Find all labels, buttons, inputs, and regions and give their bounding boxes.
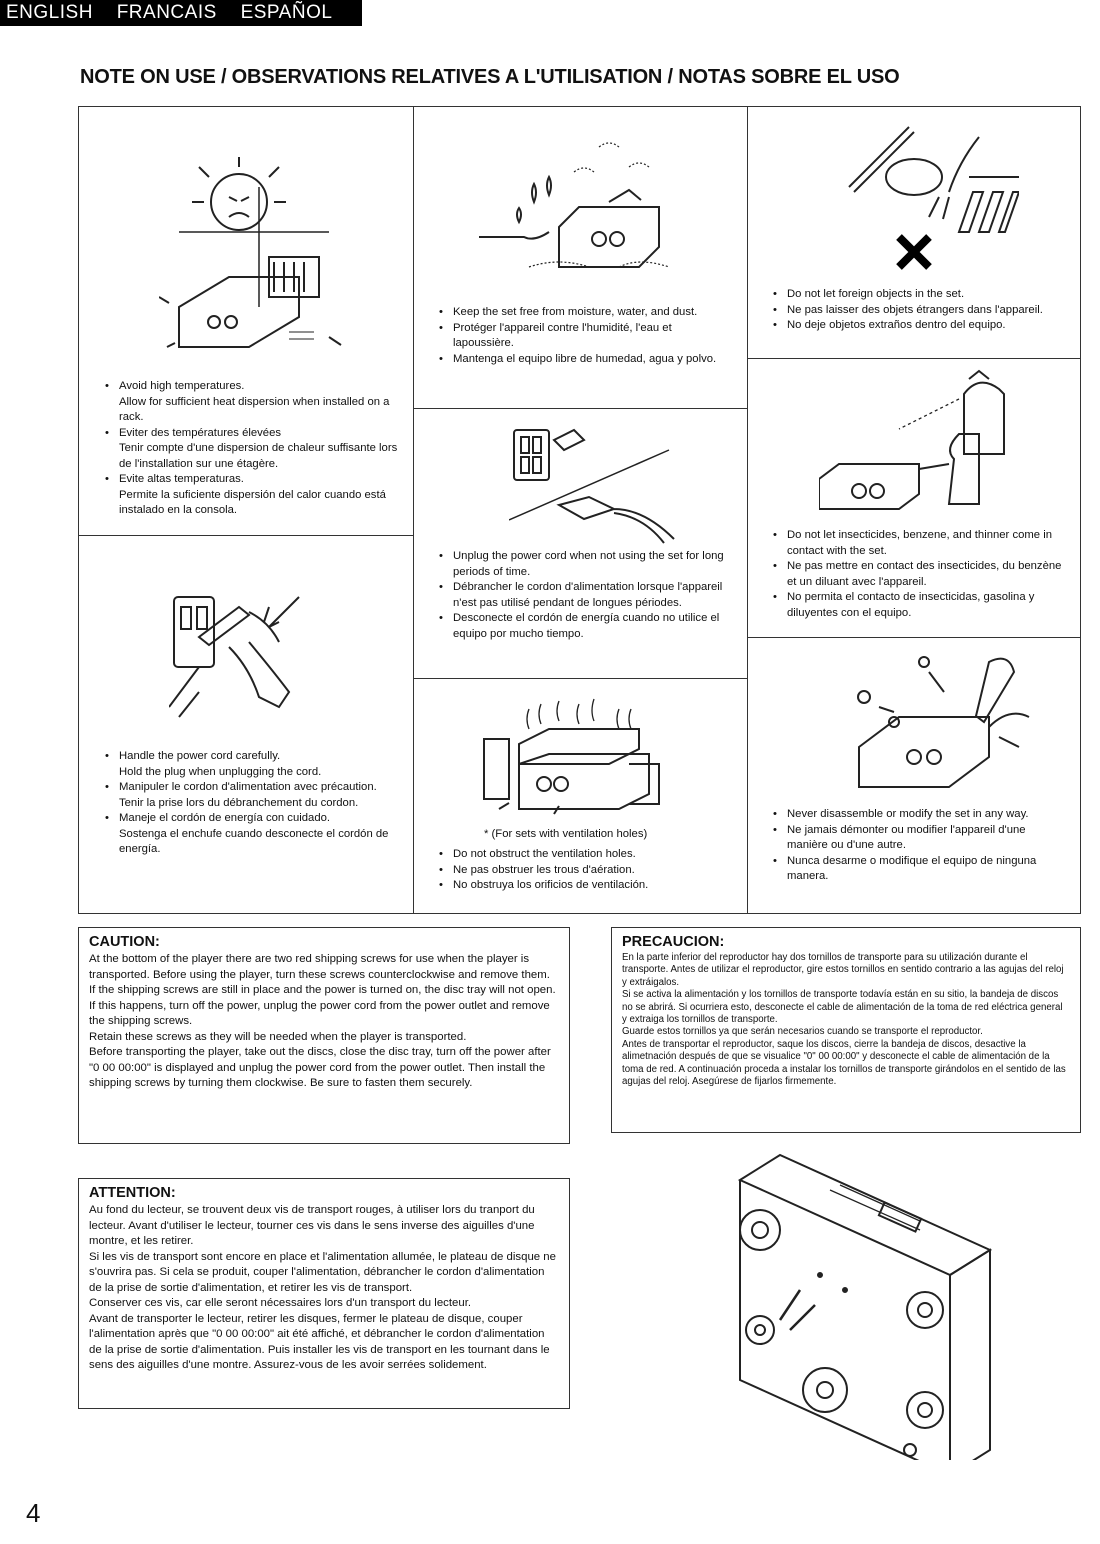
insect-fr: • Ne pas mettre en contact des insecticides, du benzène et un diluant avec l'appareil. — [769, 559, 1069, 590]
heat-notes — [101, 379, 401, 519]
heat-es: • Evite altas temperaturas. Permite la suficiente dispersión del calor cuando está instalado en la consola. — [101, 472, 401, 519]
power-cord-illustration — [169, 577, 319, 737]
precaucion-para-4: Antes de transportar el reproductor, saque los discos, cierre la bandeja de discos, desactive la alimetnación después de que se visualice "0" 00 00:00" y desconecte el cable de alimentación de la toma de red. A continuación proceda a instalar los tornillos de transporte girándolos en el sentido de las agujas del reloj. Asegúrese de fijarlos firmemente. — [622, 1038, 1066, 1088]
precaucion-para-1: En la parte inferior del reproductor hay dos tornillos de transporte para su utilización durante el transporte. Antes de utilizar el reproductor, gire estos tornillos en sentido contrario a las agujas del reloj y extráigalos. — [622, 952, 1064, 988]
unplug-es: • Desconecte el cordón de energía cuando no utilice el equipo por mucho tiempo. — [435, 611, 735, 642]
vent-en: • Do not obstruct the ventilation holes. — [435, 847, 735, 863]
moisture-en: • Keep the set free from moisture, water, and dust. — [435, 305, 735, 321]
cord-en: • Handle the power cord carefully. Hold the plug when unplugging the cord. — [101, 749, 401, 780]
insect-en: • Do not let insecticides, benzene, and thinner come in contact with the set. — [769, 528, 1069, 559]
caution-heading: CAUTION: — [89, 934, 160, 950]
foreign-en: • Do not let foreign objects in the set. — [769, 287, 1069, 303]
vent-fr: • Ne pas obstruer les trous d'aération. — [435, 863, 735, 879]
player-bottom-illustration — [720, 1150, 1000, 1460]
attention-para-2: Si les vis de transport sont encore en place et l'alimentation allumée, le plateau de disque ne s'ouvrira pas. Si cela se produit, couper l'alimentation, débrancher le cordon d'alimentation de la prise de sortie d'alimentation, et retirer les vis de transport. — [89, 1250, 556, 1294]
lang-english: ENGLISH — [6, 2, 93, 23]
cord-fr: • Manipuler le cordon d'alimentation avec précaution. Tenir la prise lors du débranchement du cordon. — [101, 780, 401, 811]
precaucion-para-3: Guarde estos tornillos ya que serán necesarios cuando se transporte el reproductor. — [622, 1026, 983, 1038]
caution-para-2: If the shipping screws are still in place and the power is turned on, the disc tray will not open. If this happens, turn off the power, unplug the power cord from the power outlet and remove the shipping screws. — [89, 984, 556, 1027]
unplug-notes — [435, 549, 735, 642]
sun-heat-illustration — [159, 157, 359, 357]
moisture-notes — [435, 305, 735, 367]
attention-para-1: Au fond du lecteur, se trouvent deux vis de transport rouges, à utiliser lors du tranport du lecteur. Avant d'utiliser le lecteur, tourner ces vis dans le sens inverse des aiguilles d'une montre, et les retirer. — [89, 1204, 535, 1247]
unplug-illustration — [509, 425, 699, 545]
heat-en: • Avoid high temperatures. Allow for sufficient heat dispersion when installed on a rack. — [101, 379, 401, 426]
attention-box — [78, 1178, 570, 1409]
caution-para-3: Retain these screws as they will be needed when the player is transported. — [89, 1030, 467, 1043]
foreign-fr: • Ne pas laisser des objets étrangers dans l'appareil. — [769, 303, 1069, 319]
caution-box — [78, 927, 570, 1144]
precaucion-heading: PRECAUCION: — [622, 934, 725, 950]
unplug-fr: • Débrancher le cordon d'alimentation lorsque l'appareil n'est pas utilisé pendant de longues périodes. — [435, 580, 735, 611]
notes-grid — [78, 106, 1081, 914]
ventilation-illustration — [479, 689, 679, 819]
attention-para-3: Conserver ces vis, car elle seront nécessaires lors d'un transport du lecteur. — [89, 1297, 472, 1309]
unplug-en: • Unplug the power cord when not using the set for long periods of time. — [435, 549, 735, 580]
vent-notes — [435, 847, 735, 894]
heat-fr: • Eviter des températures élevées Tenir compte d'une dispersion de chaleur suffisante lors de l'installation sur une étagère. — [101, 426, 401, 473]
disassemble-es: • Nunca desarme o modifique el equipo de ninguna manera. — [769, 854, 1069, 885]
precaucion-box — [611, 927, 1081, 1133]
disassemble-notes — [769, 807, 1069, 885]
insect-notes — [769, 528, 1069, 621]
cord-notes — [101, 749, 401, 858]
page-title: NOTE ON USE / OBSERVATIONS RELATIVES A L'UTILISATION / NOTAS SOBRE EL USO — [80, 66, 900, 88]
language-bar — [0, 0, 362, 26]
foreign-es: • No deje objetos extraños dentro del equipo. — [769, 318, 1069, 334]
disassemble-illustration — [839, 647, 1039, 797]
vent-es: • No obstruya los orificios de ventilación. — [435, 878, 735, 894]
caution-para-4: Before transporting the player, take out the discs, close the disc tray, turn off the power after "0 00 00:00" is displayed and unplug the power cord from the power outlet. Then install the shipping screws by turning them clockwise. Be sure to fasten them securely. — [89, 1046, 551, 1089]
insecticide-illustration — [819, 369, 1019, 519]
page-number: 4 — [26, 1498, 41, 1528]
lang-espanol: ESPAÑOL — [240, 2, 333, 23]
attention-heading: ATTENTION: — [89, 1185, 176, 1201]
lang-francais: FRANCAIS — [116, 2, 217, 23]
moisture-es: • Mantenga el equipo libre de humedad, agua y polvo. — [435, 352, 735, 368]
moisture-illustration — [479, 127, 689, 287]
attention-para-4: Avant de transporter le lecteur, retirer les disques, fermer le plateau de disque, couper l'alimentation après que "0 00 00:00" ait été affiché, et débrancher le cordon d'alimentation de la prise de sortie d'alimentation. Puis installer les vis de transport en les tournant dans le sens des aiguilles d'une montre. Assurez-vous de les avoir serrées solidement. — [89, 1312, 550, 1371]
moisture-fr: • Protéger l'appareil contre l'humidité, l'eau et lapoussière. — [435, 321, 735, 352]
foreign-notes — [769, 287, 1069, 334]
caution-para-1: At the bottom of the player there are two red shipping screws for use when the player is transported. Before using the player, turn these screws counterclockwise and remove them. — [89, 953, 550, 981]
ventilation-footnote: * (For sets with ventilation holes) — [484, 828, 648, 840]
insect-es: • No permita el contacto de insecticidas, gasolina y diluyentes con el equipo. — [769, 590, 1069, 621]
precaucion-para-2: Si se activa la alimentación y los tornillos de transporte todavía están en su sitio, la bandeja de discos no se abrirá. Si ocurriera esto, desconecte el cable de alimentación de la toma de red eléctrica general y extraiga los tornillos de transporte. — [622, 989, 1063, 1026]
foreign-objects-illustration — [839, 117, 1019, 277]
cord-es: • Maneje el cordón de energía con cuidado. Sostenga el enchufe cuando desconecte el cordón de energía. — [101, 811, 401, 858]
disassemble-fr: • Ne jamais démonter ou modifier l'appareil d'une manière ou d'une autre. — [769, 823, 1069, 854]
disassemble-en: • Never disassemble or modify the set in any way. — [769, 807, 1069, 823]
